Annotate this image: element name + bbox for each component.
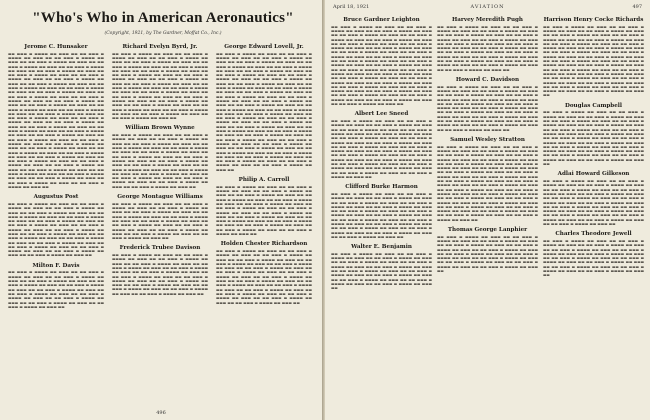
bio-name: Philip A. Carroll: [238, 177, 290, 184]
left-column-1: [8, 42, 104, 406]
bio-name: William Brown Wynne: [125, 125, 195, 132]
right-column-1: [331, 15, 432, 407]
running-head: [333, 4, 642, 13]
magazine-name: AVIATION: [470, 4, 505, 10]
bio-name: Augustus Post: [33, 194, 79, 201]
bio-text: ▬▬ ▬▬▬ ▬ ▬▬▬▬ ▬▬ ▬▬▬ ▬▬ ▬▬ ▬▬▬ ▬ ▬▬▬▬ ▬▬ ▬▬▬ ▬▬ ▬▬ ▬▬▬ ▬ ▬▬▬▬ ▬▬ ▬▬▬ ▬▬ ▬▬ ▬▬▬ ▬ ▬▬▬▬ ▬▬ ▬▬▬ ▬▬ ▬▬ ▬▬▬ ▬ ▬▬▬▬ ▬▬ ▬▬▬ ▬▬ ▬▬ ▬▬▬ ▬ ▬▬▬▬ ▬▬ ▬▬▬ ▬▬ ▬▬ ▬▬▬ ▬ ▬▬▬▬ ▬▬ ▬▬▬ ▬▬ ▬▬ ▬▬▬ ▬ ▬▬▬▬ ▬▬ ▬▬▬ ▬▬ ▬▬ ▬▬▬ ▬ ▬▬▬▬ ▬▬ ▬▬▬ ▬▬ ▬▬ ▬▬▬ ▬ ▬▬▬▬ ▬▬ ▬▬▬ ▬▬ ▬▬ ▬▬▬ ▬ ▬▬▬▬ ▬▬ ▬▬▬ ▬▬ ▬▬ ▬▬▬ ▬ ▬▬▬▬ ▬▬ ▬▬▬ ▬▬ ▬▬ ▬▬▬ ▬ ▬▬▬▬ ▬▬ ▬▬▬ ▬▬ ▬▬ ▬▬▬ ▬ ▬▬▬▬ ▬▬ ▬▬▬ ▬▬ ▬▬ ▬▬▬ ▬ ▬▬▬▬ ▬▬ ▬▬▬ ▬▬ ▬▬ ▬▬▬ ▬ ▬▬▬▬ ▬▬ ▬▬▬ ▬▬: [216, 184, 312, 236]
bio-entry: [437, 227, 538, 273]
bio-entry: [8, 194, 104, 258]
bio-entry: [8, 44, 104, 189]
bio-text: ▬▬ ▬▬▬ ▬ ▬▬▬▬ ▬▬ ▬▬▬ ▬▬ ▬▬ ▬▬▬ ▬ ▬▬▬▬ ▬▬ ▬▬▬ ▬▬ ▬▬ ▬▬▬ ▬ ▬▬▬▬ ▬▬ ▬▬▬ ▬▬ ▬▬ ▬▬▬ ▬ ▬▬▬▬ ▬▬ ▬▬▬ ▬▬ ▬▬ ▬▬▬ ▬ ▬▬▬▬ ▬▬ ▬▬▬ ▬▬ ▬▬ ▬▬▬ ▬ ▬▬▬▬ ▬▬ ▬▬▬ ▬▬ ▬▬ ▬▬▬ ▬ ▬▬▬▬ ▬▬ ▬▬▬ ▬▬ ▬▬ ▬▬▬ ▬ ▬▬▬▬ ▬▬ ▬▬▬ ▬▬ ▬▬ ▬▬▬ ▬ ▬▬▬▬ ▬▬ ▬▬▬ ▬▬ ▬▬ ▬▬▬ ▬ ▬▬▬▬ ▬▬ ▬▬▬ ▬▬ ▬▬ ▬▬▬ ▬ ▬▬▬▬ ▬▬ ▬▬▬ ▬▬ ▬▬ ▬▬▬ ▬ ▬▬▬▬ ▬▬ ▬▬▬ ▬▬ ▬▬ ▬▬▬ ▬ ▬▬▬▬ ▬▬ ▬▬▬ ▬▬ ▬▬ ▬▬▬ ▬ ▬▬▬▬ ▬▬ ▬▬▬ ▬▬ ▬▬ ▬▬▬ ▬ ▬▬▬▬ ▬▬ ▬▬▬ ▬▬ ▬▬ ▬▬▬ ▬ ▬▬▬▬ ▬▬ ▬▬▬ ▬▬: [437, 24, 538, 72]
bio-text: ▬▬ ▬▬▬ ▬ ▬▬▬▬ ▬▬ ▬▬▬ ▬▬ ▬▬ ▬▬▬ ▬ ▬▬▬▬ ▬▬ ▬▬▬ ▬▬ ▬▬ ▬▬▬ ▬ ▬▬▬▬ ▬▬ ▬▬▬ ▬▬ ▬▬ ▬▬▬ ▬ ▬▬▬▬ ▬▬ ▬▬▬ ▬▬ ▬▬ ▬▬▬ ▬ ▬▬▬▬ ▬▬ ▬▬▬ ▬▬ ▬▬ ▬▬▬ ▬ ▬▬▬▬ ▬▬ ▬▬▬ ▬▬ ▬▬ ▬▬▬ ▬ ▬▬▬▬ ▬▬ ▬▬▬ ▬▬ ▬▬ ▬▬▬ ▬ ▬▬▬▬ ▬▬ ▬▬▬ ▬▬ ▬▬ ▬▬▬ ▬ ▬▬▬▬ ▬▬ ▬▬▬ ▬▬ ▬▬ ▬▬▬ ▬ ▬▬▬▬ ▬▬ ▬▬▬ ▬▬ ▬▬ ▬▬▬ ▬ ▬▬▬▬ ▬▬ ▬▬▬ ▬▬ ▬▬ ▬▬▬ ▬ ▬▬▬▬ ▬▬ ▬▬▬ ▬▬ ▬▬ ▬▬▬ ▬ ▬▬▬▬ ▬▬ ▬▬▬ ▬▬ ▬▬ ▬▬▬ ▬ ▬▬▬▬ ▬▬ ▬▬▬ ▬▬ ▬▬ ▬▬▬ ▬ ▬▬▬▬ ▬▬ ▬▬▬ ▬▬ ▬▬ ▬▬▬ ▬ ▬▬▬▬ ▬▬ ▬▬▬ ▬▬ ▬▬ ▬▬▬ ▬ ▬▬▬▬ ▬▬ ▬▬▬ ▬▬ ▬▬ ▬▬▬ ▬ ▬▬▬▬ ▬▬ ▬▬▬ ▬▬ ▬▬ ▬▬▬ ▬ ▬▬▬▬ ▬▬ ▬▬▬ ▬▬ ▬▬ ▬▬▬ ▬ ▬▬▬▬ ▬▬ ▬▬▬ ▬▬ ▬▬ ▬▬▬ ▬ ▬▬▬▬ ▬▬ ▬▬▬ ▬▬ ▬▬ ▬▬▬ ▬ ▬▬▬▬ ▬▬ ▬▬▬ ▬▬ ▬▬ ▬▬▬ ▬ ▬▬▬▬ ▬▬ ▬▬▬ ▬▬ ▬▬ ▬▬▬ ▬ ▬▬▬▬ ▬▬ ▬▬▬ ▬▬ ▬▬ ▬▬▬ ▬ ▬▬▬▬ ▬▬ ▬▬▬ ▬▬ ▬▬ ▬▬▬ ▬ ▬▬▬▬ ▬▬ ▬▬▬ ▬▬ ▬▬ ▬▬▬ ▬ ▬▬▬▬ ▬▬ ▬▬▬ ▬▬ ▬▬ ▬▬▬ ▬ ▬▬▬▬ ▬▬ ▬▬▬ ▬▬ ▬▬ ▬▬▬ ▬ ▬▬▬▬ ▬▬ ▬▬▬ ▬▬ ▬▬ ▬▬▬ ▬ ▬▬▬▬ ▬▬ ▬▬▬ ▬▬ ▬▬ ▬▬▬ ▬ ▬▬▬▬ ▬▬ ▬▬▬ ▬▬ ▬▬ ▬▬▬ ▬ ▬▬▬▬ ▬▬ ▬▬▬ ▬▬ ▬▬ ▬▬▬ ▬ ▬▬▬▬ ▬▬ ▬▬▬ ▬▬ ▬▬ ▬▬▬ ▬ ▬▬▬▬ ▬▬ ▬▬▬ ▬▬ ▬▬ ▬▬▬ ▬ ▬▬▬▬ ▬▬ ▬▬▬ ▬▬ ▬▬ ▬▬▬ ▬ ▬▬▬▬ ▬▬ ▬▬▬ ▬▬ ▬▬ ▬▬▬ ▬ ▬▬▬▬ ▬▬ ▬▬▬ ▬▬ ▬▬ ▬▬▬ ▬ ▬▬▬▬ ▬▬ ▬▬▬ ▬▬ ▬▬ ▬▬▬ ▬ ▬▬▬▬ ▬▬ ▬▬▬ ▬▬ ▬▬ ▬▬▬ ▬ ▬▬▬▬ ▬▬ ▬▬▬ ▬▬ ▬▬ ▬▬▬ ▬ ▬▬▬▬ ▬▬ ▬▬▬ ▬▬ ▬▬ ▬▬▬ ▬ ▬▬▬▬ ▬▬ ▬▬▬ ▬▬ ▬▬ ▬▬▬ ▬ ▬▬▬▬ ▬▬ ▬▬▬ ▬▬ ▬▬ ▬▬▬ ▬ ▬▬▬▬ ▬▬ ▬▬▬ ▬▬: [8, 51, 104, 189]
bio-name: Thomas George Lanphier: [447, 226, 528, 233]
right-column-2: [437, 15, 538, 407]
bio-name: Clifford Burke Harmon: [345, 184, 418, 191]
bio-text: ▬▬ ▬▬▬ ▬ ▬▬▬▬ ▬▬ ▬▬▬ ▬▬ ▬▬ ▬▬▬ ▬ ▬▬▬▬ ▬▬ ▬▬▬ ▬▬ ▬▬ ▬▬▬ ▬ ▬▬▬▬ ▬▬ ▬▬▬ ▬▬ ▬▬ ▬▬▬ ▬ ▬▬▬▬ ▬▬ ▬▬▬ ▬▬ ▬▬ ▬▬▬ ▬ ▬▬▬▬ ▬▬ ▬▬▬ ▬▬ ▬▬ ▬▬▬ ▬ ▬▬▬▬ ▬▬ ▬▬▬ ▬▬ ▬▬ ▬▬▬ ▬ ▬▬▬▬ ▬▬ ▬▬▬ ▬▬ ▬▬ ▬▬▬ ▬ ▬▬▬▬ ▬▬ ▬▬▬ ▬▬ ▬▬ ▬▬▬ ▬ ▬▬▬▬ ▬▬ ▬▬▬ ▬▬ ▬▬ ▬▬▬ ▬ ▬▬▬▬ ▬▬ ▬▬▬ ▬▬ ▬▬ ▬▬▬ ▬ ▬▬▬▬ ▬▬ ▬▬▬ ▬▬ ▬▬ ▬▬▬ ▬ ▬▬▬▬ ▬▬ ▬▬▬ ▬▬ ▬▬ ▬▬▬ ▬ ▬▬▬▬ ▬▬ ▬▬▬ ▬▬ ▬▬ ▬▬▬ ▬ ▬▬▬▬ ▬▬ ▬▬▬ ▬▬ ▬▬ ▬▬▬ ▬ ▬▬▬▬ ▬▬ ▬▬▬ ▬▬ ▬▬ ▬▬▬ ▬ ▬▬▬▬ ▬▬ ▬▬▬ ▬▬ ▬▬ ▬▬▬ ▬ ▬▬▬▬ ▬▬ ▬▬▬ ▬▬ ▬▬ ▬▬▬ ▬ ▬▬▬▬ ▬▬ ▬▬▬ ▬▬: [112, 133, 208, 189]
bio-entry: [543, 103, 644, 167]
bio-text: ▬▬ ▬▬▬ ▬ ▬▬▬▬ ▬▬ ▬▬▬ ▬▬ ▬▬ ▬▬▬ ▬ ▬▬▬▬ ▬▬ ▬▬▬ ▬▬ ▬▬ ▬▬▬ ▬ ▬▬▬▬ ▬▬ ▬▬▬ ▬▬ ▬▬ ▬▬▬ ▬ ▬▬▬▬ ▬▬ ▬▬▬ ▬▬ ▬▬ ▬▬▬ ▬ ▬▬▬▬ ▬▬ ▬▬▬ ▬▬ ▬▬ ▬▬▬ ▬ ▬▬▬▬ ▬▬ ▬▬▬ ▬▬ ▬▬ ▬▬▬ ▬ ▬▬▬▬ ▬▬ ▬▬▬ ▬▬ ▬▬ ▬▬▬ ▬ ▬▬▬▬ ▬▬ ▬▬▬ ▬▬ ▬▬ ▬▬▬ ▬ ▬▬▬▬ ▬▬ ▬▬▬ ▬▬ ▬▬ ▬▬▬ ▬ ▬▬▬▬ ▬▬ ▬▬▬ ▬▬ ▬▬ ▬▬▬ ▬ ▬▬▬▬ ▬▬ ▬▬▬ ▬▬ ▬▬ ▬▬▬ ▬ ▬▬▬▬ ▬▬ ▬▬▬ ▬▬ ▬▬ ▬▬▬ ▬ ▬▬▬▬ ▬▬ ▬▬▬ ▬▬ ▬▬ ▬▬▬ ▬ ▬▬▬▬ ▬▬ ▬▬▬ ▬▬ ▬▬ ▬▬▬ ▬ ▬▬▬▬ ▬▬ ▬▬▬ ▬▬ ▬▬ ▬▬▬ ▬ ▬▬▬▬ ▬▬ ▬▬▬ ▬▬ ▬▬ ▬▬▬ ▬ ▬▬▬▬ ▬▬ ▬▬▬ ▬▬ ▬▬ ▬▬▬ ▬ ▬▬▬▬ ▬▬ ▬▬▬ ▬▬: [8, 201, 104, 258]
bio-entry: [543, 231, 644, 277]
bio-text: ▬▬ ▬▬▬ ▬ ▬▬▬▬ ▬▬ ▬▬▬ ▬▬ ▬▬ ▬▬▬ ▬ ▬▬▬▬ ▬▬ ▬▬▬ ▬▬ ▬▬ ▬▬▬ ▬ ▬▬▬▬ ▬▬ ▬▬▬ ▬▬ ▬▬ ▬▬▬ ▬ ▬▬▬▬ ▬▬ ▬▬▬ ▬▬ ▬▬ ▬▬▬ ▬ ▬▬▬▬ ▬▬ ▬▬▬ ▬▬ ▬▬ ▬▬▬ ▬ ▬▬▬▬ ▬▬ ▬▬▬ ▬▬ ▬▬ ▬▬▬ ▬ ▬▬▬▬ ▬▬ ▬▬▬ ▬▬ ▬▬ ▬▬▬ ▬ ▬▬▬▬ ▬▬ ▬▬▬ ▬▬ ▬▬ ▬▬▬ ▬ ▬▬▬▬ ▬▬ ▬▬▬ ▬▬ ▬▬ ▬▬▬ ▬ ▬▬▬▬ ▬▬ ▬▬▬ ▬▬ ▬▬ ▬▬▬ ▬ ▬▬▬▬ ▬▬ ▬▬▬ ▬▬ ▬▬ ▬▬▬ ▬ ▬▬▬▬ ▬▬ ▬▬▬ ▬▬ ▬▬ ▬▬▬ ▬ ▬▬▬▬ ▬▬ ▬▬▬ ▬▬ ▬▬ ▬▬▬ ▬ ▬▬▬▬ ▬▬ ▬▬▬ ▬▬ ▬▬ ▬▬▬ ▬ ▬▬▬▬ ▬▬ ▬▬▬ ▬▬ ▬▬ ▬▬▬ ▬ ▬▬▬▬ ▬▬ ▬▬▬ ▬▬ ▬▬ ▬▬▬ ▬ ▬▬▬▬ ▬▬ ▬▬▬ ▬▬ ▬▬ ▬▬▬ ▬ ▬▬▬▬ ▬▬ ▬▬▬ ▬▬ ▬▬ ▬▬▬ ▬ ▬▬▬▬ ▬▬ ▬▬▬ ▬▬ ▬▬ ▬▬▬ ▬ ▬▬▬▬ ▬▬ ▬▬▬ ▬▬: [331, 119, 432, 179]
bio-entry: [331, 17, 432, 106]
bio-text: ▬▬ ▬▬▬ ▬ ▬▬▬▬ ▬▬ ▬▬▬ ▬▬ ▬▬ ▬▬▬ ▬ ▬▬▬▬ ▬▬ ▬▬▬ ▬▬ ▬▬ ▬▬▬ ▬ ▬▬▬▬ ▬▬ ▬▬▬ ▬▬ ▬▬ ▬▬▬ ▬ ▬▬▬▬ ▬▬ ▬▬▬ ▬▬ ▬▬ ▬▬▬ ▬ ▬▬▬▬ ▬▬ ▬▬▬ ▬▬ ▬▬ ▬▬▬ ▬ ▬▬▬▬ ▬▬ ▬▬▬ ▬▬ ▬▬ ▬▬▬ ▬ ▬▬▬▬ ▬▬ ▬▬▬ ▬▬ ▬▬ ▬▬▬ ▬ ▬▬▬▬ ▬▬ ▬▬▬ ▬▬ ▬▬ ▬▬▬ ▬ ▬▬▬▬ ▬▬ ▬▬▬ ▬▬ ▬▬ ▬▬▬ ▬ ▬▬▬▬ ▬▬ ▬▬▬ ▬▬ ▬▬ ▬▬▬ ▬ ▬▬▬▬ ▬▬ ▬▬▬ ▬▬ ▬▬ ▬▬▬ ▬ ▬▬▬▬ ▬▬ ▬▬▬ ▬▬ ▬▬ ▬▬▬ ▬ ▬▬▬▬ ▬▬ ▬▬▬ ▬▬ ▬▬ ▬▬▬ ▬ ▬▬▬▬ ▬▬ ▬▬▬ ▬▬ ▬▬ ▬▬▬ ▬ ▬▬▬▬ ▬▬ ▬▬▬ ▬▬ ▬▬ ▬▬▬ ▬ ▬▬▬▬ ▬▬ ▬▬▬ ▬▬: [543, 179, 644, 226]
bio-text: ▬▬ ▬▬▬ ▬ ▬▬▬▬ ▬▬ ▬▬▬ ▬▬ ▬▬ ▬▬▬ ▬ ▬▬▬▬ ▬▬ ▬▬▬ ▬▬ ▬▬ ▬▬▬ ▬ ▬▬▬▬ ▬▬ ▬▬▬ ▬▬ ▬▬ ▬▬▬ ▬ ▬▬▬▬ ▬▬ ▬▬▬ ▬▬ ▬▬ ▬▬▬ ▬ ▬▬▬▬ ▬▬ ▬▬▬ ▬▬ ▬▬ ▬▬▬ ▬ ▬▬▬▬ ▬▬ ▬▬▬ ▬▬ ▬▬ ▬▬▬ ▬ ▬▬▬▬ ▬▬ ▬▬▬ ▬▬ ▬▬ ▬▬▬ ▬ ▬▬▬▬ ▬▬ ▬▬▬ ▬▬ ▬▬ ▬▬▬ ▬ ▬▬▬▬ ▬▬ ▬▬▬ ▬▬ ▬▬ ▬▬▬ ▬ ▬▬▬▬ ▬▬ ▬▬▬ ▬▬ ▬▬ ▬▬▬ ▬ ▬▬▬▬ ▬▬ ▬▬▬ ▬▬ ▬▬ ▬▬▬ ▬ ▬▬▬▬ ▬▬ ▬▬▬ ▬▬ ▬▬ ▬▬▬ ▬ ▬▬▬▬ ▬▬ ▬▬▬ ▬▬ ▬▬ ▬▬▬ ▬ ▬▬▬▬ ▬▬ ▬▬▬ ▬▬: [112, 253, 208, 296]
bio-entry: [112, 194, 208, 240]
bio-text: ▬▬ ▬▬▬ ▬ ▬▬▬▬ ▬▬ ▬▬▬ ▬▬ ▬▬ ▬▬▬ ▬ ▬▬▬▬ ▬▬ ▬▬▬ ▬▬ ▬▬ ▬▬▬ ▬ ▬▬▬▬ ▬▬ ▬▬▬ ▬▬ ▬▬ ▬▬▬ ▬ ▬▬▬▬ ▬▬ ▬▬▬ ▬▬ ▬▬ ▬▬▬ ▬ ▬▬▬▬ ▬▬ ▬▬▬ ▬▬ ▬▬ ▬▬▬ ▬ ▬▬▬▬ ▬▬ ▬▬▬ ▬▬ ▬▬ ▬▬▬ ▬ ▬▬▬▬ ▬▬ ▬▬▬ ▬▬ ▬▬ ▬▬▬ ▬ ▬▬▬▬ ▬▬ ▬▬▬ ▬▬ ▬▬ ▬▬▬ ▬ ▬▬▬▬ ▬▬ ▬▬▬ ▬▬ ▬▬ ▬▬▬ ▬ ▬▬▬▬ ▬▬ ▬▬▬ ▬▬ ▬▬ ▬▬▬ ▬ ▬▬▬▬ ▬▬ ▬▬▬ ▬▬ ▬▬ ▬▬▬ ▬ ▬▬▬▬ ▬▬ ▬▬▬ ▬▬ ▬▬ ▬▬▬ ▬ ▬▬▬▬ ▬▬ ▬▬▬ ▬▬ ▬▬ ▬▬▬ ▬ ▬▬▬▬ ▬▬ ▬▬▬ ▬▬ ▬▬ ▬▬▬ ▬ ▬▬▬▬ ▬▬ ▬▬▬ ▬▬ ▬▬ ▬▬▬ ▬ ▬▬▬▬ ▬▬ ▬▬▬ ▬▬ ▬▬ ▬▬▬ ▬ ▬▬▬▬ ▬▬ ▬▬▬ ▬▬ ▬▬ ▬▬▬ ▬ ▬▬▬▬ ▬▬ ▬▬▬ ▬▬ ▬▬ ▬▬▬ ▬ ▬▬▬▬ ▬▬ ▬▬▬ ▬▬ ▬▬ ▬▬▬ ▬ ▬▬▬▬ ▬▬ ▬▬▬ ▬▬ ▬▬ ▬▬▬ ▬ ▬▬▬▬ ▬▬ ▬▬▬ ▬▬ ▬▬ ▬▬▬ ▬ ▬▬▬▬ ▬▬ ▬▬▬ ▬▬ ▬▬ ▬▬▬ ▬ ▬▬▬▬ ▬▬ ▬▬▬ ▬▬ ▬▬ ▬▬▬ ▬ ▬▬▬▬ ▬▬ ▬▬▬ ▬▬ ▬▬ ▬▬▬ ▬ ▬▬▬▬ ▬▬ ▬▬▬ ▬▬ ▬▬ ▬▬▬ ▬ ▬▬▬▬ ▬▬ ▬▬▬ ▬▬: [437, 144, 538, 222]
bio-entry: [543, 17, 644, 98]
right-column-3: [543, 15, 644, 407]
bio-entry: [543, 171, 644, 226]
bio-entry: [112, 245, 208, 296]
bio-name: Douglas Campbell: [564, 102, 623, 109]
bio-name: Milton F. Davis: [32, 262, 80, 269]
bio-text: ▬▬ ▬▬▬ ▬ ▬▬▬▬ ▬▬ ▬▬▬ ▬▬ ▬▬ ▬▬▬ ▬ ▬▬▬▬ ▬▬ ▬▬▬ ▬▬ ▬▬ ▬▬▬ ▬ ▬▬▬▬ ▬▬ ▬▬▬ ▬▬ ▬▬ ▬▬▬ ▬ ▬▬▬▬ ▬▬ ▬▬▬ ▬▬ ▬▬ ▬▬▬ ▬ ▬▬▬▬ ▬▬ ▬▬▬ ▬▬ ▬▬ ▬▬▬ ▬ ▬▬▬▬ ▬▬ ▬▬▬ ▬▬ ▬▬ ▬▬▬ ▬ ▬▬▬▬ ▬▬ ▬▬▬ ▬▬ ▬▬ ▬▬▬ ▬ ▬▬▬▬ ▬▬ ▬▬▬ ▬▬ ▬▬ ▬▬▬ ▬ ▬▬▬▬ ▬▬ ▬▬▬ ▬▬ ▬▬ ▬▬▬ ▬ ▬▬▬▬ ▬▬ ▬▬▬ ▬▬ ▬▬ ▬▬▬ ▬ ▬▬▬▬ ▬▬ ▬▬▬ ▬▬ ▬▬ ▬▬▬ ▬ ▬▬▬▬ ▬▬ ▬▬▬ ▬▬ ▬▬ ▬▬▬ ▬ ▬▬▬▬ ▬▬ ▬▬▬ ▬▬ ▬▬ ▬▬▬ ▬ ▬▬▬▬ ▬▬ ▬▬▬ ▬▬ ▬▬ ▬▬▬ ▬ ▬▬▬▬ ▬▬ ▬▬▬ ▬▬ ▬▬ ▬▬▬ ▬ ▬▬▬▬ ▬▬ ▬▬▬ ▬▬: [331, 191, 432, 239]
bio-entry: [216, 177, 312, 236]
bio-name: Harvey Meredith Pugh: [451, 17, 523, 23]
bio-entry: [437, 17, 538, 72]
bio-text: ▬▬ ▬▬▬ ▬ ▬▬▬▬ ▬▬ ▬▬▬ ▬▬ ▬▬ ▬▬▬ ▬ ▬▬▬▬ ▬▬ ▬▬▬ ▬▬ ▬▬ ▬▬▬ ▬ ▬▬▬▬ ▬▬ ▬▬▬ ▬▬ ▬▬ ▬▬▬ ▬ ▬▬▬▬ ▬▬ ▬▬▬ ▬▬ ▬▬ ▬▬▬ ▬ ▬▬▬▬ ▬▬ ▬▬▬ ▬▬ ▬▬ ▬▬▬ ▬ ▬▬▬▬ ▬▬ ▬▬▬ ▬▬ ▬▬ ▬▬▬ ▬ ▬▬▬▬ ▬▬ ▬▬▬ ▬▬ ▬▬ ▬▬▬ ▬ ▬▬▬▬ ▬▬ ▬▬▬ ▬▬ ▬▬ ▬▬▬ ▬ ▬▬▬▬ ▬▬ ▬▬▬ ▬▬ ▬▬ ▬▬▬ ▬ ▬▬▬▬ ▬▬ ▬▬▬ ▬▬ ▬▬ ▬▬▬ ▬ ▬▬▬▬ ▬▬ ▬▬▬ ▬▬ ▬▬ ▬▬▬ ▬ ▬▬▬▬ ▬▬ ▬▬▬ ▬▬ ▬▬ ▬▬▬ ▬ ▬▬▬▬ ▬▬ ▬▬▬ ▬▬ ▬▬ ▬▬▬ ▬ ▬▬▬▬ ▬▬ ▬▬▬ ▬▬ ▬▬ ▬▬▬ ▬ ▬▬▬▬ ▬▬ ▬▬▬ ▬▬ ▬▬ ▬▬▬ ▬ ▬▬▬▬ ▬▬ ▬▬▬ ▬▬ ▬▬ ▬▬▬ ▬ ▬▬▬▬ ▬▬ ▬▬▬ ▬▬ ▬▬ ▬▬▬ ▬ ▬▬▬▬ ▬▬ ▬▬▬ ▬▬ ▬▬ ▬▬▬ ▬ ▬▬▬▬ ▬▬ ▬▬▬ ▬▬ ▬▬ ▬▬▬ ▬ ▬▬▬▬ ▬▬ ▬▬▬ ▬▬ ▬▬ ▬▬▬ ▬ ▬▬▬▬ ▬▬ ▬▬▬ ▬▬ ▬▬ ▬▬▬ ▬ ▬▬▬▬ ▬▬ ▬▬▬ ▬▬ ▬▬ ▬▬▬ ▬ ▬▬▬▬ ▬▬ ▬▬▬ ▬▬ ▬▬ ▬▬▬ ▬ ▬▬▬▬ ▬▬ ▬▬▬ ▬▬ ▬▬ ▬▬▬ ▬ ▬▬▬▬ ▬▬ ▬▬▬ ▬▬ ▬▬ ▬▬▬ ▬ ▬▬▬▬ ▬▬ ▬▬▬ ▬▬ ▬▬ ▬▬▬ ▬ ▬▬▬▬ ▬▬ ▬▬▬ ▬▬ ▬▬ ▬▬▬ ▬ ▬▬▬▬ ▬▬ ▬▬▬ ▬▬: [331, 24, 432, 107]
bio-name: George Edward Lovell, Jr.: [224, 44, 304, 50]
bio-name: Richard Evelyn Byrd, Jr.: [122, 44, 198, 50]
bio-name: Howard C. Davidson: [455, 76, 520, 83]
bio-text: ▬▬ ▬▬▬ ▬ ▬▬▬▬ ▬▬ ▬▬▬ ▬▬ ▬▬ ▬▬▬ ▬ ▬▬▬▬ ▬▬ ▬▬▬ ▬▬ ▬▬ ▬▬▬ ▬ ▬▬▬▬ ▬▬ ▬▬▬ ▬▬ ▬▬ ▬▬▬ ▬ ▬▬▬▬ ▬▬ ▬▬▬ ▬▬ ▬▬ ▬▬▬ ▬ ▬▬▬▬ ▬▬ ▬▬▬ ▬▬ ▬▬ ▬▬▬ ▬ ▬▬▬▬ ▬▬ ▬▬▬ ▬▬ ▬▬ ▬▬▬ ▬ ▬▬▬▬ ▬▬ ▬▬▬ ▬▬ ▬▬ ▬▬▬ ▬ ▬▬▬▬ ▬▬ ▬▬▬ ▬▬ ▬▬ ▬▬▬ ▬ ▬▬▬▬ ▬▬ ▬▬▬ ▬▬ ▬▬ ▬▬▬ ▬ ▬▬▬▬ ▬▬ ▬▬▬ ▬▬ ▬▬ ▬▬▬ ▬ ▬▬▬▬ ▬▬ ▬▬▬ ▬▬ ▬▬ ▬▬▬ ▬ ▬▬▬▬ ▬▬ ▬▬▬ ▬▬ ▬▬ ▬▬▬ ▬ ▬▬▬▬ ▬▬ ▬▬▬ ▬▬ ▬▬ ▬▬▬ ▬ ▬▬▬▬ ▬▬ ▬▬▬ ▬▬ ▬▬ ▬▬▬ ▬ ▬▬▬▬ ▬▬ ▬▬▬ ▬▬ ▬▬ ▬▬▬ ▬ ▬▬▬▬ ▬▬ ▬▬▬ ▬▬ ▬▬ ▬▬▬ ▬ ▬▬▬▬ ▬▬ ▬▬▬ ▬▬ ▬▬ ▬▬▬ ▬ ▬▬▬▬ ▬▬ ▬▬▬ ▬▬: [216, 248, 312, 305]
issue-date: April 18, 1921: [333, 4, 370, 10]
bio-entry: [216, 241, 312, 305]
bio-name: Holden Chester Richardson: [220, 241, 308, 248]
bio-name: Bruce Gardner Leighton: [343, 17, 420, 23]
bio-text: ▬▬ ▬▬▬ ▬ ▬▬▬▬ ▬▬ ▬▬▬ ▬▬ ▬▬ ▬▬▬ ▬ ▬▬▬▬ ▬▬ ▬▬▬ ▬▬ ▬▬ ▬▬▬ ▬ ▬▬▬▬ ▬▬ ▬▬▬ ▬▬ ▬▬ ▬▬▬ ▬ ▬▬▬▬ ▬▬ ▬▬▬ ▬▬ ▬▬ ▬▬▬ ▬ ▬▬▬▬ ▬▬ ▬▬▬ ▬▬ ▬▬ ▬▬▬ ▬ ▬▬▬▬ ▬▬ ▬▬▬ ▬▬ ▬▬ ▬▬▬ ▬ ▬▬▬▬ ▬▬ ▬▬▬ ▬▬ ▬▬ ▬▬▬ ▬ ▬▬▬▬ ▬▬ ▬▬▬ ▬▬ ▬▬ ▬▬▬ ▬ ▬▬▬▬ ▬▬ ▬▬▬ ▬▬ ▬▬ ▬▬▬ ▬ ▬▬▬▬ ▬▬ ▬▬▬ ▬▬ ▬▬ ▬▬▬ ▬ ▬▬▬▬ ▬▬ ▬▬▬ ▬▬ ▬▬ ▬▬▬ ▬ ▬▬▬▬ ▬▬ ▬▬▬ ▬▬: [331, 251, 432, 291]
bio-text: ▬▬ ▬▬▬ ▬ ▬▬▬▬ ▬▬ ▬▬▬ ▬▬ ▬▬ ▬▬▬ ▬ ▬▬▬▬ ▬▬ ▬▬▬ ▬▬ ▬▬ ▬▬▬ ▬ ▬▬▬▬ ▬▬ ▬▬▬ ▬▬ ▬▬ ▬▬▬ ▬ ▬▬▬▬ ▬▬ ▬▬▬ ▬▬ ▬▬ ▬▬▬ ▬ ▬▬▬▬ ▬▬ ▬▬▬ ▬▬ ▬▬ ▬▬▬ ▬ ▬▬▬▬ ▬▬ ▬▬▬ ▬▬ ▬▬ ▬▬▬ ▬ ▬▬▬▬ ▬▬ ▬▬▬ ▬▬ ▬▬ ▬▬▬ ▬ ▬▬▬▬ ▬▬ ▬▬▬ ▬▬ ▬▬ ▬▬▬ ▬ ▬▬▬▬ ▬▬ ▬▬▬ ▬▬ ▬▬ ▬▬▬ ▬ ▬▬▬▬ ▬▬ ▬▬▬ ▬▬ ▬▬ ▬▬▬ ▬ ▬▬▬▬ ▬▬ ▬▬▬ ▬▬ ▬▬ ▬▬▬ ▬ ▬▬▬▬ ▬▬ ▬▬▬ ▬▬: [543, 238, 644, 278]
left-page: [0, 0, 323, 420]
bio-entry: [331, 111, 432, 179]
bio-text: ▬▬ ▬▬▬ ▬ ▬▬▬▬ ▬▬ ▬▬▬ ▬▬ ▬▬ ▬▬▬ ▬ ▬▬▬▬ ▬▬ ▬▬▬ ▬▬ ▬▬ ▬▬▬ ▬ ▬▬▬▬ ▬▬ ▬▬▬ ▬▬ ▬▬ ▬▬▬ ▬ ▬▬▬▬ ▬▬ ▬▬▬ ▬▬ ▬▬ ▬▬▬ ▬ ▬▬▬▬ ▬▬ ▬▬▬ ▬▬ ▬▬ ▬▬▬ ▬ ▬▬▬▬ ▬▬ ▬▬▬ ▬▬ ▬▬ ▬▬▬ ▬ ▬▬▬▬ ▬▬ ▬▬▬ ▬▬ ▬▬ ▬▬▬ ▬ ▬▬▬▬ ▬▬ ▬▬▬ ▬▬ ▬▬ ▬▬▬ ▬ ▬▬▬▬ ▬▬ ▬▬▬ ▬▬ ▬▬ ▬▬▬ ▬ ▬▬▬▬ ▬▬ ▬▬▬ ▬▬ ▬▬ ▬▬▬ ▬ ▬▬▬▬ ▬▬ ▬▬▬ ▬▬ ▬▬ ▬▬▬ ▬ ▬▬▬▬ ▬▬ ▬▬▬ ▬▬: [8, 270, 104, 309]
bio-name: Walter E. Benjamin: [351, 244, 412, 251]
bio-entry: [216, 44, 312, 172]
bio-text: ▬▬ ▬▬▬ ▬ ▬▬▬▬ ▬▬ ▬▬▬ ▬▬ ▬▬ ▬▬▬ ▬ ▬▬▬▬ ▬▬ ▬▬▬ ▬▬ ▬▬ ▬▬▬ ▬ ▬▬▬▬ ▬▬ ▬▬▬ ▬▬ ▬▬ ▬▬▬ ▬ ▬▬▬▬ ▬▬ ▬▬▬ ▬▬ ▬▬ ▬▬▬ ▬ ▬▬▬▬ ▬▬ ▬▬▬ ▬▬ ▬▬ ▬▬▬ ▬ ▬▬▬▬ ▬▬ ▬▬▬ ▬▬ ▬▬ ▬▬▬ ▬ ▬▬▬▬ ▬▬ ▬▬▬ ▬▬ ▬▬ ▬▬▬ ▬ ▬▬▬▬ ▬▬ ▬▬▬ ▬▬ ▬▬ ▬▬▬ ▬ ▬▬▬▬ ▬▬ ▬▬▬ ▬▬ ▬▬ ▬▬▬ ▬ ▬▬▬▬ ▬▬ ▬▬▬ ▬▬ ▬▬ ▬▬▬ ▬ ▬▬▬▬ ▬▬ ▬▬▬ ▬▬ ▬▬ ▬▬▬ ▬ ▬▬▬▬ ▬▬ ▬▬▬ ▬▬: [437, 234, 538, 274]
bio-text: ▬▬ ▬▬▬ ▬ ▬▬▬▬ ▬▬ ▬▬▬ ▬▬ ▬▬ ▬▬▬ ▬ ▬▬▬▬ ▬▬ ▬▬▬ ▬▬ ▬▬ ▬▬▬ ▬ ▬▬▬▬ ▬▬ ▬▬▬ ▬▬ ▬▬ ▬▬▬ ▬ ▬▬▬▬ ▬▬ ▬▬▬ ▬▬ ▬▬ ▬▬▬ ▬ ▬▬▬▬ ▬▬ ▬▬▬ ▬▬ ▬▬ ▬▬▬ ▬ ▬▬▬▬ ▬▬ ▬▬▬ ▬▬ ▬▬ ▬▬▬ ▬ ▬▬▬▬ ▬▬ ▬▬▬ ▬▬ ▬▬ ▬▬▬ ▬ ▬▬▬▬ ▬▬ ▬▬▬ ▬▬ ▬▬ ▬▬▬ ▬ ▬▬▬▬ ▬▬ ▬▬▬ ▬▬ ▬▬ ▬▬▬ ▬ ▬▬▬▬ ▬▬ ▬▬▬ ▬▬ ▬▬ ▬▬▬ ▬ ▬▬▬▬ ▬▬ ▬▬▬ ▬▬ ▬▬ ▬▬▬ ▬ ▬▬▬▬ ▬▬ ▬▬▬ ▬▬: [112, 201, 208, 241]
left-column-3: [216, 42, 312, 406]
bio-entry: [331, 244, 432, 290]
bio-entry: [437, 137, 538, 222]
bio-name: Samuel Wesley Stratton: [450, 136, 525, 143]
copyright-line: (Copyright, 1921, by The Gardner, Moffat Co., Inc.): [104, 31, 222, 36]
bio-text: ▬▬ ▬▬▬ ▬ ▬▬▬▬ ▬▬ ▬▬▬ ▬▬ ▬▬ ▬▬▬ ▬ ▬▬▬▬ ▬▬ ▬▬▬ ▬▬ ▬▬ ▬▬▬ ▬ ▬▬▬▬ ▬▬ ▬▬▬ ▬▬ ▬▬ ▬▬▬ ▬ ▬▬▬▬ ▬▬ ▬▬▬ ▬▬ ▬▬ ▬▬▬ ▬ ▬▬▬▬ ▬▬ ▬▬▬ ▬▬ ▬▬ ▬▬▬ ▬ ▬▬▬▬ ▬▬ ▬▬▬ ▬▬ ▬▬ ▬▬▬ ▬ ▬▬▬▬ ▬▬ ▬▬▬ ▬▬ ▬▬ ▬▬▬ ▬ ▬▬▬▬ ▬▬ ▬▬▬ ▬▬ ▬▬ ▬▬▬ ▬ ▬▬▬▬ ▬▬ ▬▬▬ ▬▬ ▬▬ ▬▬▬ ▬ ▬▬▬▬ ▬▬ ▬▬▬ ▬▬ ▬▬ ▬▬▬ ▬ ▬▬▬▬ ▬▬ ▬▬▬ ▬▬ ▬▬ ▬▬▬ ▬ ▬▬▬▬ ▬▬ ▬▬▬ ▬▬ ▬▬ ▬▬▬ ▬ ▬▬▬▬ ▬▬ ▬▬▬ ▬▬ ▬▬ ▬▬▬ ▬ ▬▬▬▬ ▬▬ ▬▬▬ ▬▬ ▬▬ ▬▬▬ ▬ ▬▬▬▬ ▬▬ ▬▬▬ ▬▬ ▬▬ ▬▬▬ ▬ ▬▬▬▬ ▬▬ ▬▬▬ ▬▬ ▬▬ ▬▬▬ ▬ ▬▬▬▬ ▬▬ ▬▬▬ ▬▬ ▬▬ ▬▬▬ ▬ ▬▬▬▬ ▬▬ ▬▬▬ ▬▬ ▬▬ ▬▬▬ ▬ ▬▬▬▬ ▬▬ ▬▬▬ ▬▬ ▬▬ ▬▬▬ ▬ ▬▬▬▬ ▬▬ ▬▬▬ ▬▬ ▬▬ ▬▬▬ ▬ ▬▬▬▬ ▬▬ ▬▬▬ ▬▬ ▬▬ ▬▬▬ ▬ ▬▬▬▬ ▬▬ ▬▬▬ ▬▬: [112, 51, 208, 121]
left-page-number: 496: [156, 410, 166, 416]
bio-text: ▬▬ ▬▬▬ ▬ ▬▬▬▬ ▬▬ ▬▬▬ ▬▬ ▬▬ ▬▬▬ ▬ ▬▬▬▬ ▬▬ ▬▬▬ ▬▬ ▬▬ ▬▬▬ ▬ ▬▬▬▬ ▬▬ ▬▬▬ ▬▬ ▬▬ ▬▬▬ ▬ ▬▬▬▬ ▬▬ ▬▬▬ ▬▬ ▬▬ ▬▬▬ ▬ ▬▬▬▬ ▬▬ ▬▬▬ ▬▬ ▬▬ ▬▬▬ ▬ ▬▬▬▬ ▬▬ ▬▬▬ ▬▬ ▬▬ ▬▬▬ ▬ ▬▬▬▬ ▬▬ ▬▬▬ ▬▬ ▬▬ ▬▬▬ ▬ ▬▬▬▬ ▬▬ ▬▬▬ ▬▬ ▬▬ ▬▬▬ ▬ ▬▬▬▬ ▬▬ ▬▬▬ ▬▬ ▬▬ ▬▬▬ ▬ ▬▬▬▬ ▬▬ ▬▬▬ ▬▬ ▬▬ ▬▬▬ ▬ ▬▬▬▬ ▬▬ ▬▬▬ ▬▬ ▬▬ ▬▬▬ ▬ ▬▬▬▬ ▬▬ ▬▬▬ ▬▬ ▬▬ ▬▬▬ ▬ ▬▬▬▬ ▬▬ ▬▬▬ ▬▬ ▬▬ ▬▬▬ ▬ ▬▬▬▬ ▬▬ ▬▬▬ ▬▬ ▬▬ ▬▬▬ ▬ ▬▬▬▬ ▬▬ ▬▬▬ ▬▬ ▬▬ ▬▬▬ ▬ ▬▬▬▬ ▬▬ ▬▬▬ ▬▬ ▬▬ ▬▬▬ ▬ ▬▬▬▬ ▬▬ ▬▬▬ ▬▬ ▬▬ ▬▬▬ ▬ ▬▬▬▬ ▬▬ ▬▬▬ ▬▬ ▬▬ ▬▬▬ ▬ ▬▬▬▬ ▬▬ ▬▬▬ ▬▬ ▬▬ ▬▬▬ ▬ ▬▬▬▬ ▬▬ ▬▬▬ ▬▬ ▬▬ ▬▬▬ ▬ ▬▬▬▬ ▬▬ ▬▬▬ ▬▬ ▬▬ ▬▬▬ ▬ ▬▬▬▬ ▬▬ ▬▬▬ ▬▬ ▬▬ ▬▬▬ ▬ ▬▬▬▬ ▬▬ ▬▬▬ ▬▬ ▬▬ ▬▬▬ ▬ ▬▬▬▬ ▬▬ ▬▬▬ ▬▬: [543, 24, 644, 98]
bio-name: Jerome C. Hunsaker: [24, 44, 88, 50]
page-title: "Who's Who in American Aeronautics": [32, 10, 294, 26]
right-page: [325, 0, 650, 420]
right-page-number: 497: [632, 4, 642, 10]
bio-name: George Montague Williams: [117, 194, 203, 201]
bio-text: ▬▬ ▬▬▬ ▬ ▬▬▬▬ ▬▬ ▬▬▬ ▬▬ ▬▬ ▬▬▬ ▬ ▬▬▬▬ ▬▬ ▬▬▬ ▬▬ ▬▬ ▬▬▬ ▬ ▬▬▬▬ ▬▬ ▬▬▬ ▬▬ ▬▬ ▬▬▬ ▬ ▬▬▬▬ ▬▬ ▬▬▬ ▬▬ ▬▬ ▬▬▬ ▬ ▬▬▬▬ ▬▬ ▬▬▬ ▬▬ ▬▬ ▬▬▬ ▬ ▬▬▬▬ ▬▬ ▬▬▬ ▬▬ ▬▬ ▬▬▬ ▬ ▬▬▬▬ ▬▬ ▬▬▬ ▬▬ ▬▬ ▬▬▬ ▬ ▬▬▬▬ ▬▬ ▬▬▬ ▬▬ ▬▬ ▬▬▬ ▬ ▬▬▬▬ ▬▬ ▬▬▬ ▬▬ ▬▬ ▬▬▬ ▬ ▬▬▬▬ ▬▬ ▬▬▬ ▬▬ ▬▬ ▬▬▬ ▬ ▬▬▬▬ ▬▬ ▬▬▬ ▬▬ ▬▬ ▬▬▬ ▬ ▬▬▬▬ ▬▬ ▬▬▬ ▬▬ ▬▬ ▬▬▬ ▬ ▬▬▬▬ ▬▬ ▬▬▬ ▬▬ ▬▬ ▬▬▬ ▬ ▬▬▬▬ ▬▬ ▬▬▬ ▬▬ ▬▬ ▬▬▬ ▬ ▬▬▬▬ ▬▬ ▬▬▬ ▬▬ ▬▬ ▬▬▬ ▬ ▬▬▬▬ ▬▬ ▬▬▬ ▬▬: [437, 84, 538, 132]
bio-entry: [112, 44, 208, 120]
bio-name: Frederick Trubee Davison: [119, 245, 201, 252]
bio-name: Albert Lee Sneed: [354, 111, 409, 118]
bio-entry: [331, 184, 432, 239]
left-column-2: [112, 42, 208, 406]
bio-text: ▬▬ ▬▬▬ ▬ ▬▬▬▬ ▬▬ ▬▬▬ ▬▬ ▬▬ ▬▬▬ ▬ ▬▬▬▬ ▬▬ ▬▬▬ ▬▬ ▬▬ ▬▬▬ ▬ ▬▬▬▬ ▬▬ ▬▬▬ ▬▬ ▬▬ ▬▬▬ ▬ ▬▬▬▬ ▬▬ ▬▬▬ ▬▬ ▬▬ ▬▬▬ ▬ ▬▬▬▬ ▬▬ ▬▬▬ ▬▬ ▬▬ ▬▬▬ ▬ ▬▬▬▬ ▬▬ ▬▬▬ ▬▬ ▬▬ ▬▬▬ ▬ ▬▬▬▬ ▬▬ ▬▬▬ ▬▬ ▬▬ ▬▬▬ ▬ ▬▬▬▬ ▬▬ ▬▬▬ ▬▬ ▬▬ ▬▬▬ ▬ ▬▬▬▬ ▬▬ ▬▬▬ ▬▬ ▬▬ ▬▬▬ ▬ ▬▬▬▬ ▬▬ ▬▬▬ ▬▬ ▬▬ ▬▬▬ ▬ ▬▬▬▬ ▬▬ ▬▬▬ ▬▬ ▬▬ ▬▬▬ ▬ ▬▬▬▬ ▬▬ ▬▬▬ ▬▬ ▬▬ ▬▬▬ ▬ ▬▬▬▬ ▬▬ ▬▬▬ ▬▬ ▬▬ ▬▬▬ ▬ ▬▬▬▬ ▬▬ ▬▬▬ ▬▬ ▬▬ ▬▬▬ ▬ ▬▬▬▬ ▬▬ ▬▬▬ ▬▬ ▬▬ ▬▬▬ ▬ ▬▬▬▬ ▬▬ ▬▬▬ ▬▬ ▬▬ ▬▬▬ ▬ ▬▬▬▬ ▬▬ ▬▬▬ ▬▬ ▬▬ ▬▬▬ ▬ ▬▬▬▬ ▬▬ ▬▬▬ ▬▬: [543, 110, 644, 167]
bio-entry: [437, 77, 538, 132]
bio-entry: [8, 263, 104, 309]
bio-entry: [112, 125, 208, 189]
bio-name: Charles Theodore Jewell: [555, 231, 632, 238]
bio-text: ▬▬ ▬▬▬ ▬ ▬▬▬▬ ▬▬ ▬▬▬ ▬▬ ▬▬ ▬▬▬ ▬ ▬▬▬▬ ▬▬ ▬▬▬ ▬▬ ▬▬ ▬▬▬ ▬ ▬▬▬▬ ▬▬ ▬▬▬ ▬▬ ▬▬ ▬▬▬ ▬ ▬▬▬▬ ▬▬ ▬▬▬ ▬▬ ▬▬ ▬▬▬ ▬ ▬▬▬▬ ▬▬ ▬▬▬ ▬▬ ▬▬ ▬▬▬ ▬ ▬▬▬▬ ▬▬ ▬▬▬ ▬▬ ▬▬ ▬▬▬ ▬ ▬▬▬▬ ▬▬ ▬▬▬ ▬▬ ▬▬ ▬▬▬ ▬ ▬▬▬▬ ▬▬ ▬▬▬ ▬▬ ▬▬ ▬▬▬ ▬ ▬▬▬▬ ▬▬ ▬▬▬ ▬▬ ▬▬ ▬▬▬ ▬ ▬▬▬▬ ▬▬ ▬▬▬ ▬▬ ▬▬ ▬▬▬ ▬ ▬▬▬▬ ▬▬ ▬▬▬ ▬▬ ▬▬ ▬▬▬ ▬ ▬▬▬▬ ▬▬ ▬▬▬ ▬▬ ▬▬ ▬▬▬ ▬ ▬▬▬▬ ▬▬ ▬▬▬ ▬▬ ▬▬ ▬▬▬ ▬ ▬▬▬▬ ▬▬ ▬▬▬ ▬▬ ▬▬ ▬▬▬ ▬ ▬▬▬▬ ▬▬ ▬▬▬ ▬▬ ▬▬ ▬▬▬ ▬ ▬▬▬▬ ▬▬ ▬▬▬ ▬▬ ▬▬ ▬▬▬ ▬ ▬▬▬▬ ▬▬ ▬▬▬ ▬▬ ▬▬ ▬▬▬ ▬ ▬▬▬▬ ▬▬ ▬▬▬ ▬▬ ▬▬ ▬▬▬ ▬ ▬▬▬▬ ▬▬ ▬▬▬ ▬▬ ▬▬ ▬▬▬ ▬ ▬▬▬▬ ▬▬ ▬▬▬ ▬▬ ▬▬ ▬▬▬ ▬ ▬▬▬▬ ▬▬ ▬▬▬ ▬▬ ▬▬ ▬▬▬ ▬ ▬▬▬▬ ▬▬ ▬▬▬ ▬▬ ▬▬ ▬▬▬ ▬ ▬▬▬▬ ▬▬ ▬▬▬ ▬▬ ▬▬ ▬▬▬ ▬ ▬▬▬▬ ▬▬ ▬▬▬ ▬▬ ▬▬ ▬▬▬ ▬ ▬▬▬▬ ▬▬ ▬▬▬ ▬▬ ▬▬ ▬▬▬ ▬ ▬▬▬▬ ▬▬ ▬▬▬ ▬▬ ▬▬ ▬▬▬ ▬ ▬▬▬▬ ▬▬ ▬▬▬ ▬▬ ▬▬ ▬▬▬ ▬ ▬▬▬▬ ▬▬ ▬▬▬ ▬▬ ▬▬ ▬▬▬ ▬ ▬▬▬▬ ▬▬ ▬▬▬ ▬▬ ▬▬ ▬▬▬ ▬ ▬▬▬▬ ▬▬ ▬▬▬ ▬▬ ▬▬ ▬▬▬ ▬ ▬▬▬▬ ▬▬ ▬▬▬ ▬▬ ▬▬ ▬▬▬ ▬ ▬▬▬▬ ▬▬ ▬▬▬ ▬▬ ▬▬ ▬▬▬ ▬ ▬▬▬▬ ▬▬ ▬▬▬ ▬▬ ▬▬ ▬▬▬ ▬ ▬▬▬▬ ▬▬ ▬▬▬ ▬▬ ▬▬ ▬▬▬ ▬ ▬▬▬▬ ▬▬ ▬▬▬ ▬▬ ▬▬ ▬▬▬ ▬ ▬▬▬▬ ▬▬ ▬▬▬ ▬▬ ▬▬ ▬▬▬ ▬ ▬▬▬▬ ▬▬ ▬▬▬ ▬▬ ▬▬ ▬▬▬ ▬ ▬▬▬▬ ▬▬ ▬▬▬ ▬▬: [216, 51, 312, 172]
bio-name: Harrison Henry Cocke Richards: [543, 17, 644, 23]
bio-name: Adlai Howard Gilkeson: [557, 171, 630, 178]
